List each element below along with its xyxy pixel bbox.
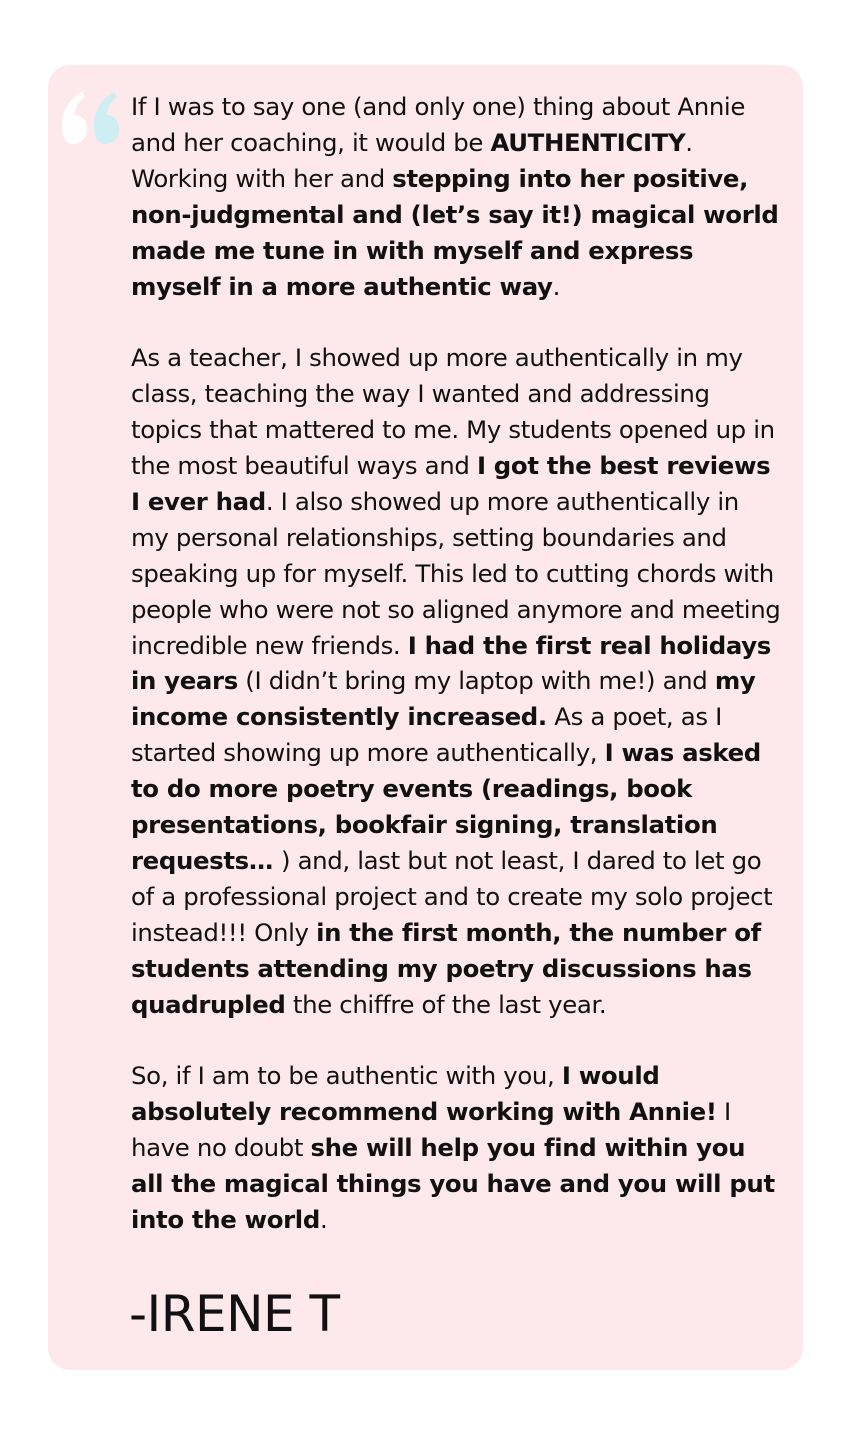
emphasis-text: I had the first real holidays in years: [131, 630, 771, 696]
body-text: If I was to say one (and only one) thing about Annie and her coaching, it would be: [131, 92, 746, 157]
body-text: As a poet, as I started showing up more authentically,: [131, 702, 722, 768]
emphasis-text: in the first month, the number of students attending my poetry discussions has quadrupled: [131, 917, 761, 1019]
body-text: So, if I am to be authentic with you,: [131, 1061, 562, 1091]
emphasis-text: stepping into her positive, non-judgmental and (let’s say it!) magical world made me tune in with myself and express myself in a more authentic way: [131, 163, 779, 301]
quote-mark-right-glyph: [94, 92, 119, 144]
emphasis-text: I would absolutely recommend working with Annie!: [131, 1061, 717, 1127]
body-text: .: [319, 1205, 328, 1235]
testimonial-text: [131, 89, 781, 1274]
quote-mark-left-glyph: [62, 92, 87, 144]
body-text: (I didn’t bring my laptop with me!) and: [237, 666, 715, 696]
emphasis-text: I got the best reviews I ever had: [131, 451, 771, 516]
testimonial-author: -IRENE T: [129, 1285, 340, 1343]
body-text: the chiffre of the last year.: [285, 989, 607, 1019]
body-text: . Working with her and: [131, 127, 693, 193]
testimonial-paragraph-3: [131, 1058, 781, 1238]
testimonial-paragraph-1: [131, 89, 781, 304]
emphasis-text: my income consistently increased.: [131, 666, 756, 732]
body-text: As a teacher, I showed up more authentically in my class, teaching the way I wanted and addressing topics that mattered to me. My students opened up in the most beautiful ways and: [131, 343, 775, 481]
testimonial-paragraph-2: [131, 340, 781, 1022]
body-text: . I also showed up more authentically in my personal relationships, setting boundaries and speaking up for myself. This led to cutting chords with people who were not so aligned anymore and meeting incredible new friends.: [131, 486, 781, 660]
body-text: .: [552, 271, 561, 301]
emphasis-text: she will help you find within you all the magical things you have and you will put into the world: [131, 1133, 775, 1235]
emphasis-text: AUTHENTICITY: [490, 127, 686, 157]
body-text: I have no doubt: [131, 1097, 731, 1163]
emphasis-text: I was asked to do more poetry events (readings, book presentations, bookfair signing, translation requests…: [131, 738, 761, 876]
open-quote-icon: [58, 88, 124, 148]
body-text: ) and, last but not least, I dared to let go of a professional project and to create my solo project instead!!! Only: [131, 846, 773, 947]
